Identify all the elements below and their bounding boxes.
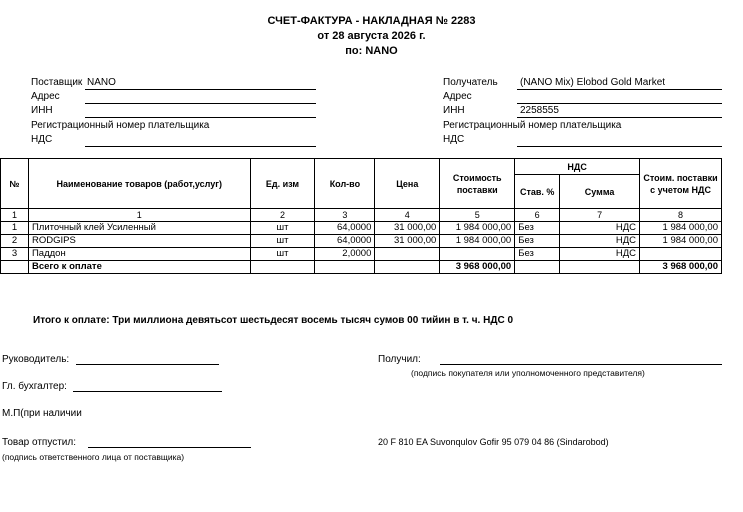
receiver-nds-label: НДС	[443, 134, 465, 145]
receiver-address-line	[517, 103, 722, 104]
row-unit: шт	[250, 222, 315, 235]
supplier-inn-label: ИНН	[31, 105, 53, 116]
row-cost	[440, 248, 515, 261]
row-total	[640, 248, 722, 261]
header-unit: Ед. изм	[250, 159, 315, 209]
row-num: 3	[1, 248, 29, 261]
row-cost: 1 984 000,00	[440, 222, 515, 235]
receiver-value: (NANO Mix) Elobod Gold Market	[520, 77, 666, 88]
supplier-address-line	[85, 103, 316, 104]
col-number: 2	[250, 209, 315, 222]
header-num: №	[1, 159, 29, 209]
released-label: Товар отпустил:	[2, 437, 76, 448]
header-name: Наименование товаров (работ,услуг)	[28, 159, 250, 209]
row-total: 1 984 000,00	[640, 222, 722, 235]
row-name: RODGIPS	[28, 235, 250, 248]
row-price: 31 000,00	[375, 235, 440, 248]
header-nds: НДС	[515, 159, 640, 175]
supplier-nds-line	[85, 146, 316, 147]
receiver-label: Получатель	[443, 77, 498, 88]
row-unit: шт	[250, 248, 315, 261]
supplier-label: Поставщик	[31, 77, 83, 88]
total-row-blank	[560, 261, 640, 274]
row-nds-rate: Без	[515, 235, 560, 248]
row-qty: 64,0000	[315, 222, 375, 235]
total-with-nds: 3 968 000,00	[640, 261, 722, 274]
row-name: Паддон	[28, 248, 250, 261]
row-unit: шт	[250, 235, 315, 248]
stamp-label: М.П(при наличии	[2, 408, 82, 419]
header-price: Цена	[375, 159, 440, 209]
row-num: 2	[1, 235, 29, 248]
supplier-address-label: Адрес	[31, 91, 60, 102]
summary-text: Итого к оплате: Три миллиона девятьсот шестьдесят восемь тысяч сумов 00 тийин в т. ч. НДС 0	[33, 315, 514, 326]
row-nds-rate: Без	[515, 222, 560, 235]
row-nds-sum: НДС	[560, 222, 640, 235]
col-number: 1	[1, 209, 29, 222]
total-row-blank	[1, 261, 29, 274]
col-number: 8	[640, 209, 722, 222]
table-row	[1, 222, 722, 235]
col-number: 7	[560, 209, 640, 222]
total-row-blank	[375, 261, 440, 274]
col-number: 6	[515, 209, 560, 222]
receiver-inn-line	[517, 117, 722, 118]
header-cost: Стоимость поставки	[440, 159, 515, 209]
table-row	[1, 248, 722, 261]
total-row-blank	[250, 261, 315, 274]
row-nds-sum: НДС	[560, 235, 640, 248]
row-nds-rate: Без	[515, 248, 560, 261]
row-name: Плиточный клей Усиленный	[28, 222, 250, 235]
col-number: 1	[28, 209, 250, 222]
receiver-line	[517, 89, 722, 90]
col-number: 5	[440, 209, 515, 222]
receiver-reg-label: Регистрационный номер плательщика	[443, 120, 622, 131]
row-total: 1 984 000,00	[640, 235, 722, 248]
released-line	[88, 447, 251, 448]
supplier-line	[85, 89, 316, 90]
col-number: 3	[315, 209, 375, 222]
vehicle-info: 20 F 810 EA Suvonqulov Gofir 95 079 04 86 (Sindarobod)	[378, 437, 609, 447]
director-line	[76, 364, 219, 365]
row-nds-sum: НДС	[560, 248, 640, 261]
received-line	[440, 364, 722, 365]
receiver-inn-value: 2258555	[520, 105, 559, 116]
row-price: 31 000,00	[375, 222, 440, 235]
header-total-with-nds: Стоим. поставки с учетом НДС	[640, 159, 722, 209]
received-note: (подпись покупателя или уполномоченного представителя)	[411, 368, 645, 378]
invoice-table	[0, 158, 722, 274]
supplier-value: NANO	[87, 77, 116, 88]
total-row-blank	[315, 261, 375, 274]
invoice-title: СЧЕТ-ФАКТУРА - НАКЛАДНАЯ № 2283	[267, 15, 476, 27]
header-nds-sum: Сумма	[560, 175, 640, 209]
receiver-address-label: Адрес	[443, 91, 472, 102]
row-qty: 2,0000	[315, 248, 375, 261]
row-num: 1	[1, 222, 29, 235]
released-note: (подпись ответственного лица от поставщика)	[2, 452, 185, 462]
director-label: Руководитель:	[2, 354, 70, 365]
header-qty: Кол-во	[315, 159, 375, 209]
table-row	[1, 235, 722, 248]
receiver-nds-line	[517, 146, 722, 147]
total-row	[1, 261, 722, 274]
total-cost: 3 968 000,00	[440, 261, 515, 274]
receiver-inn-label: ИНН	[443, 105, 465, 116]
accountant-label: Гл. бухгалтер:	[2, 381, 67, 392]
supplier-inn-line	[85, 117, 316, 118]
supplier-nds-label: НДС	[31, 134, 53, 145]
supplier-reg-label: Регистрационный номер плательщика	[31, 120, 210, 131]
accountant-line	[73, 391, 222, 392]
total-row-blank	[515, 261, 560, 274]
header-nds-rate: Став. %	[515, 175, 560, 209]
row-qty: 64,0000	[315, 235, 375, 248]
col-number: 4	[375, 209, 440, 222]
invoice-date: от 28 августа 2026 г.	[317, 30, 426, 42]
received-label: Получил:	[378, 354, 421, 365]
row-cost: 1 984 000,00	[440, 235, 515, 248]
row-price	[375, 248, 440, 261]
invoice-basis: по: NANO	[345, 45, 398, 57]
total-label: Всего к оплате	[28, 261, 250, 274]
